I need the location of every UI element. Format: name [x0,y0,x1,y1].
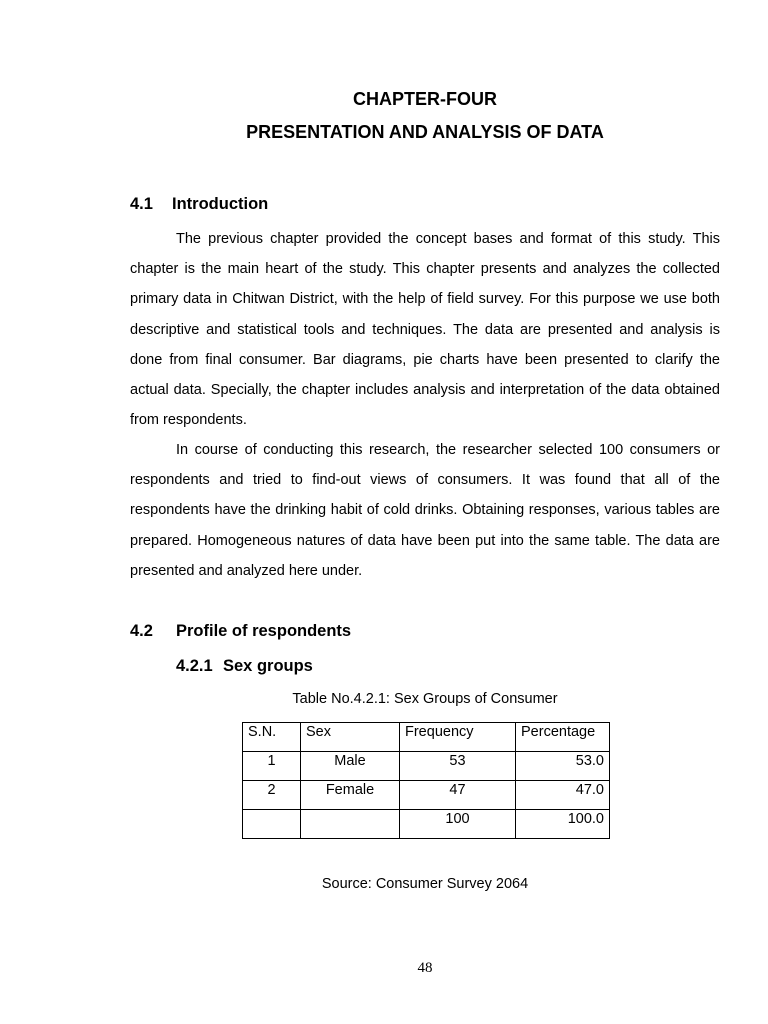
header-cell-sex: Sex [301,723,400,752]
section-heading-4-2 [130,622,351,641]
table-row-total [243,810,610,839]
table-cell [243,810,301,839]
table-cell: 100.0 [516,810,610,839]
table-caption: Table No.4.2.1: Sex Groups of Consumer [292,691,558,707]
table-cell: 2 [243,781,301,810]
chapter-name-title: PRESENTATION AND ANALYSIS OF DATA [246,122,604,142]
header-cell-percentage: Percentage [516,723,610,752]
table-cell: 47.0 [516,781,610,810]
section-number: 4.2.1 [176,657,213,675]
section-title: Introduction [172,195,269,213]
page-number: 48 [417,960,433,976]
sex-groups-table [242,722,610,839]
table-header-row [243,723,610,752]
intro-paragraph-2: In course of conducting this research, the researcher selected 100 consumers or respondents and tried to find-out views of consumers. It was found that all of the respondents have the drinking habit of cold drinks. Obtaining responses, various tables are prepared. Homogeneous natures of data have been put into the same table. The data are presented and analyzed here under. [130,442,720,579]
section-number: 4.1 [130,195,153,213]
section-number: 4.2 [130,622,153,640]
header-cell-frequency: Frequency [400,723,516,752]
table-cell [301,810,400,839]
table-row [243,781,610,810]
table-cell: 100 [400,810,516,839]
section-heading-4-1 [130,195,268,214]
section-title: Sex groups [223,657,313,675]
table-cell: 1 [243,752,301,781]
table-cell: Male [301,752,400,781]
table-cell: Female [301,781,400,810]
table-row [243,752,610,781]
table-cell: 53 [400,752,516,781]
subsection-heading-4-2-1 [176,657,313,676]
table-cell: 53.0 [516,752,610,781]
header-cell-sn: S.N. [243,723,301,752]
table-cell: 47 [400,781,516,810]
intro-paragraph-1: The previous chapter provided the concept bases and format of this study. This chapter is the main heart of the study. This chapter presents and analyzes the collected primary data in Chitwan District, with the help of field survey. For this purpose we use both descriptive and statistical tools and techniques. The data are presented and analysis is done from final consumer. Bar diagrams, pie charts have been presented to clarify the actual data. Specially, the chapter includes analysis and interpretation of the data obtained from respondents. [130,231,720,429]
table-source: Source: Consumer Survey 2064 [321,876,529,892]
chapter-number-title: CHAPTER-FOUR [353,89,497,109]
section-title: Profile of respondents [176,622,352,640]
